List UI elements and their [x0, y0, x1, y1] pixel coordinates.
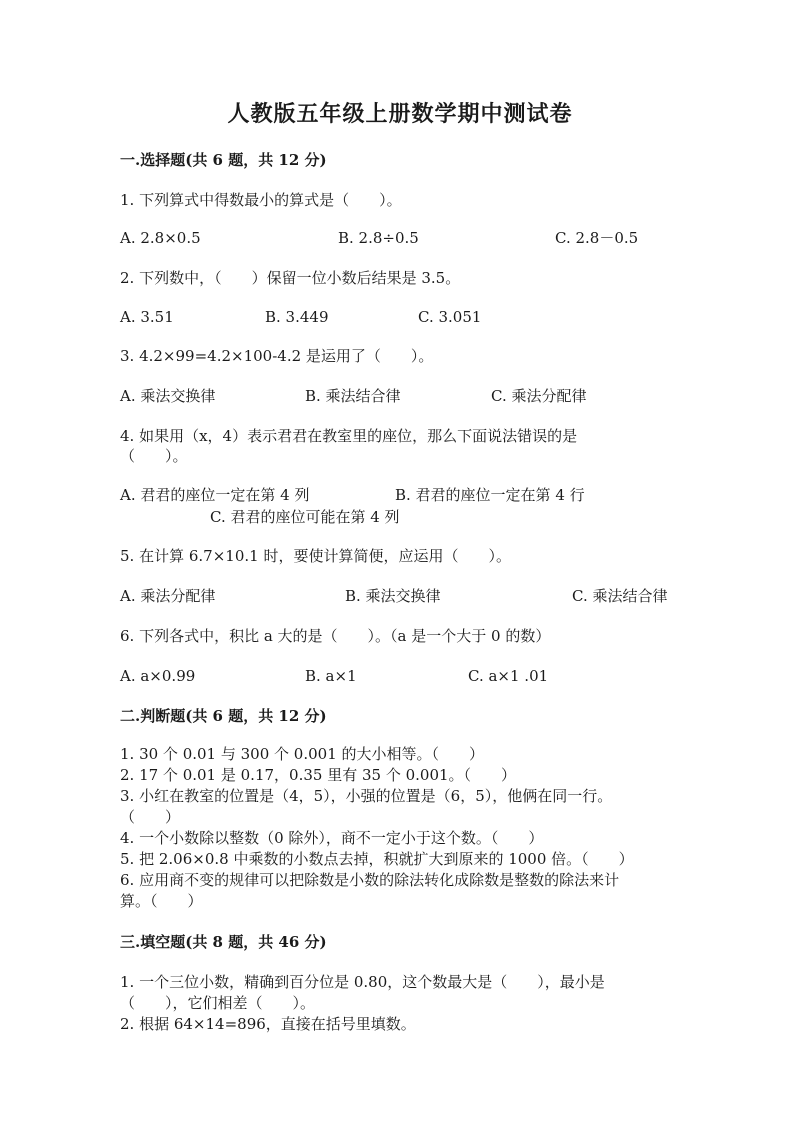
question-2-option-c: C. 3.051: [418, 308, 482, 326]
question-6-option-b: B. a×1: [305, 667, 357, 685]
question-2-stem: 2. 下列数中，（ ）保留一位小数后结果是 3.5。: [120, 269, 461, 287]
question-6-option-c: C. a×1 .01: [468, 667, 549, 685]
question-6-option-a: A. a×0.99: [120, 667, 196, 685]
question-4-stem: 4. 如果用（x，4）表示君君在教室里的座位，那么下面说法错误的是: [120, 427, 578, 445]
question-3-option-c: C. 乘法分配律: [491, 387, 587, 405]
question-6-stem: 6. 下列各式中，积比 a 大的是（ ）。（a 是一个大于 0 的数）: [120, 627, 551, 645]
question-3-stem: 3. 4.2×99=4.2×100-4.2 是运用了（ ）。: [120, 347, 434, 365]
section-heading-choice: 一.选择题(共 6 题，共 12 分): [120, 151, 327, 169]
question-4-stem-continued: （ ）。: [120, 447, 188, 465]
question-5-option-b: B. 乘法交换律: [345, 587, 441, 605]
fill-item-1-continued: （ ），它们相差（ ）。: [120, 994, 316, 1012]
question-2-option-a: A. 3.51: [120, 308, 174, 326]
fill-item-2: 2. 根据 64×14=896，直接在括号里填数。: [120, 1015, 416, 1033]
question-2-option-b: B. 3.449: [265, 308, 329, 326]
judge-item-1: 1. 30 个 0.01 与 300 个 0.001 的大小相等。（ ）: [120, 745, 485, 763]
question-1-option-b: B. 2.8÷0.5: [338, 229, 419, 247]
question-5-stem: 5. 在计算 6.7×10.1 时，要使计算简便，应运用（ ）。: [120, 547, 511, 565]
question-1-option-a: A. 2.8×0.5: [120, 229, 201, 247]
question-4-option-b: B. 君君的座位一定在第 4 行: [395, 486, 585, 504]
question-4-option-a: A. 君君的座位一定在第 4 列: [120, 486, 310, 504]
question-1-option-c: C. 2.8－0.5: [555, 229, 639, 247]
section-heading-judge: 二.判断题(共 6 题，共 12 分): [120, 707, 327, 725]
question-5-option-a: A. 乘法分配律: [120, 587, 216, 605]
judge-item-2: 2. 17 个 0.01 是 0.17，0.35 里有 35 个 0.001。（ ）: [120, 766, 517, 784]
section-heading-fill: 三.填空题(共 8 题，共 46 分): [120, 933, 327, 951]
question-1-stem: 1. 下列算式中得数最小的算式是（ ）。: [120, 191, 402, 209]
judge-item-5: 5. 把 2.06×0.8 中乘数的小数点去掉，积就扩大到原来的 1000 倍。（ ）: [120, 850, 634, 868]
judge-item-3: 3. 小红在教室的位置是（4，5），小强的位置是（6，5），他俩在同一行。: [120, 787, 613, 805]
question-4-option-c: C. 君君的座位可能在第 4 列: [210, 508, 400, 526]
fill-item-1: 1. 一个三位小数，精确到百分位是 0.80，这个数最大是（ ），最小是: [120, 973, 605, 991]
judge-item-6-continued: 算。（ ）: [120, 892, 203, 910]
judge-item-6: 6. 应用商不变的规律可以把除数是小数的除法转化成除数是整数的除法来计: [120, 871, 620, 889]
judge-item-4: 4. 一个小数除以整数（0 除外），商不一定小于这个数。（ ）: [120, 829, 544, 847]
question-3-option-b: B. 乘法结合律: [305, 387, 401, 405]
question-3-option-a: A. 乘法交换律: [120, 387, 216, 405]
judge-item-3-continued: （ ）: [120, 808, 181, 826]
page-title: 人教版五年级上册数学期中测试卷: [227, 101, 573, 127]
question-5-option-c: C. 乘法结合律: [572, 587, 668, 605]
